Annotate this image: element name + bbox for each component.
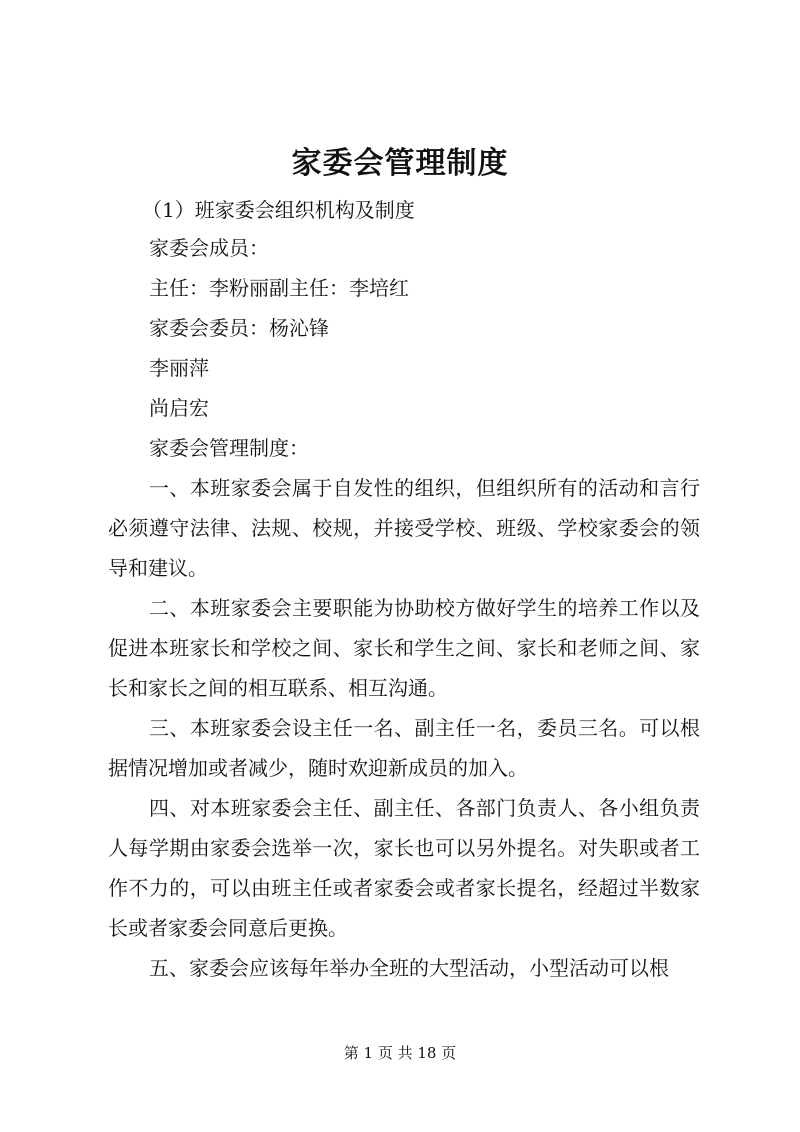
rule-paragraph-1: 一、本班家委会属于自发性的组织，但组织所有的活动和言行必须遵守法律、法规、校规，并接受学校、班级、学校家委会的领导和建议。: [108, 476, 700, 580]
members-label: 家委会成员：: [149, 236, 269, 260]
section-heading: （1）班家委会组织机构及制度: [142, 198, 415, 222]
rule-paragraph-3: 三、本班家委会设主任一名、副主任一名，委员三名。可以根据情况增加或者减少，随时欢迎新成员的加入。: [108, 716, 700, 780]
member-name-line: 李丽萍: [149, 356, 209, 380]
page-number-footer: 第 1 页 共 18 页: [343, 1044, 457, 1062]
rule-paragraph-5: 五、家委会应该每年举办全班的大型活动，小型活动可以根: [149, 956, 669, 980]
document-title: 家委会管理制度: [291, 146, 509, 181]
rule-paragraph-2: 二、本班家委会主要职能为协助校方做好学生的培养工作以及促进本班家长和学校之间、家长和学生之间、家长和老师之间、家长和家长之间的相互联系、相互沟通。: [108, 596, 700, 700]
committee-member-line: 家委会委员：杨沁锋: [149, 316, 329, 340]
director-line: 主任：李粉丽副主任：李培红: [149, 276, 409, 300]
member-name-line: 尚启宏: [149, 396, 209, 420]
rules-label: 家委会管理制度：: [149, 436, 309, 460]
rule-paragraph-4: 四、对本班家委会主任、副主任、各部门负责人、各小组负责人每学期由家委会选举一次，家长也可以另外提名。对失职或者工作不力的，可以由班主任或者家委会或者家长提名，经超过半数家长或者家委会同意后更换。: [108, 796, 700, 940]
